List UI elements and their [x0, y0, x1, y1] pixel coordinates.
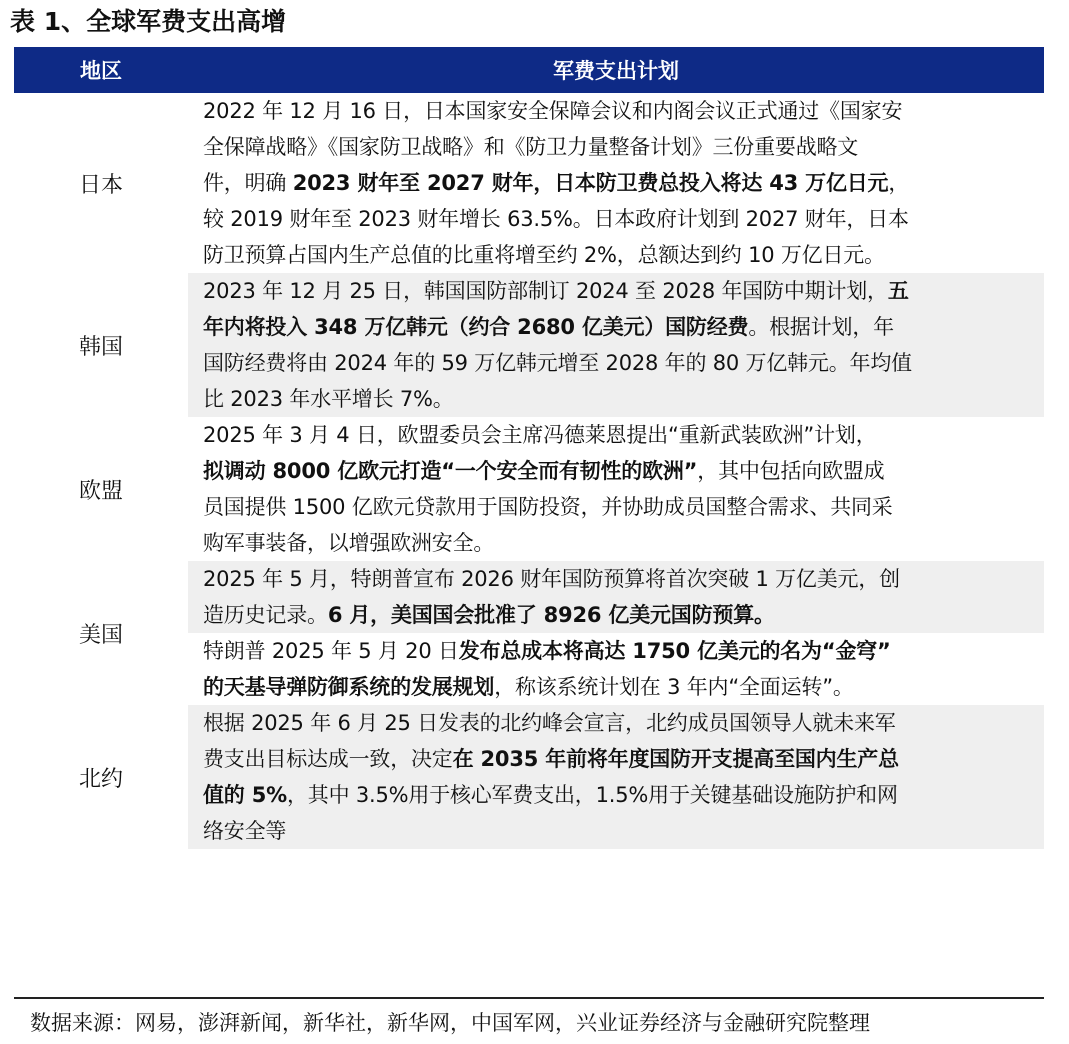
text-run: 2025 年 3 月 4 日，欧盟委员会主席冯德莱恩提出“重新武装欧洲”计划，	[203, 423, 877, 447]
plan-line	[203, 309, 1030, 345]
text-run: 费支出目标达成一致，决定	[203, 747, 453, 771]
plan-line	[203, 417, 1030, 453]
plan-line	[203, 777, 1030, 813]
plan-paragraph	[188, 705, 1044, 849]
text-run: ，称该系统计划在 3 年内“全面运转”。	[494, 675, 854, 699]
plan-line	[203, 741, 1030, 777]
table-row	[14, 417, 1044, 561]
text-run: 较 2019 财年至 2023 财年增长 63.5%。日本政府计划到 2027 财年，日本	[203, 207, 909, 231]
text-run: ，其中 3.5%用于核心军费支出，1.5%用于关键基础设施防护和网	[286, 783, 898, 807]
plan-line	[203, 669, 1030, 705]
plan-line	[203, 381, 1030, 417]
plan-cell	[188, 561, 1044, 705]
plan-cell	[188, 273, 1044, 417]
table-body	[14, 93, 1044, 849]
plan-paragraph	[188, 561, 1044, 633]
header-plan: 军费支出计划	[553, 59, 679, 83]
bold-text: 拟调动 8000 亿欧元打造“一个安全而有韧性的欧洲”	[203, 459, 698, 483]
text-run: 员国提供 1500 亿欧元贷款用于国防投资，并协助成员国整合需求、共同采	[203, 495, 893, 519]
table-header	[14, 47, 1044, 93]
bold-text: 五	[887, 279, 909, 303]
bold-text: 在 2035 年前将年度国防开支提高至国内生产总	[452, 747, 899, 771]
header-region: 地区	[80, 59, 122, 83]
plan-line	[203, 453, 1030, 489]
plan-line	[203, 345, 1030, 381]
text-run: 比 2023 年水平增长 7%。	[203, 387, 454, 411]
table-row	[14, 705, 1044, 849]
text-run: 特朗普 2025 年 5 月 20 日	[203, 639, 459, 663]
plan-paragraph	[188, 633, 1044, 705]
plan-line	[203, 273, 1030, 309]
table-row	[14, 561, 1044, 705]
plan-paragraph	[188, 417, 1044, 561]
region-cell: 日本	[78, 172, 123, 198]
plan-line	[203, 201, 1030, 237]
text-run: ，	[888, 171, 910, 195]
plan-line	[203, 237, 1030, 273]
table-row	[14, 273, 1044, 417]
region-cell: 美国	[78, 622, 123, 648]
plan-line	[203, 813, 1030, 849]
text-run: 根据 2025 年 6 月 25 日发表的北约峰会宣言，北约成员国领导人就未来军	[203, 711, 896, 735]
plan-line	[203, 165, 1030, 201]
region-cell: 欧盟	[78, 478, 123, 504]
table-row	[14, 93, 1044, 273]
bold-text: 值的 5%	[203, 783, 287, 807]
plan-line	[203, 597, 1030, 633]
bold-text: 的天基导弹防御系统的发展规划	[203, 675, 495, 699]
text-run: 造历史记录。	[203, 603, 328, 627]
plan-line	[203, 561, 1030, 597]
plan-paragraph	[188, 93, 1044, 273]
data-source-note: 数据来源：网易，澎湃新闻，新华社，新华网，中国军网，兴业证券经济与金融研究院整理	[30, 1011, 870, 1035]
region-cell: 韩国	[78, 334, 123, 360]
text-run: ，其中包括向欧盟成	[697, 459, 885, 483]
table-bottom-rule	[14, 997, 1044, 999]
table-title: 表 1、全球军费支出高增	[10, 7, 287, 36]
bold-text: 6 月，美国国会批准了 8926 亿美元国防预算。	[327, 603, 775, 627]
plan-paragraph	[188, 273, 1044, 417]
text-run: 件，明确	[203, 171, 293, 195]
text-run: 防卫预算占国内生产总值的比重将增至约 2%，总额达到约 10 万亿日元。	[203, 243, 885, 267]
plan-line	[203, 525, 1030, 561]
text-run: 国防经费将由 2024 年的 59 万亿韩元增至 2028 年的 80 万亿韩元。年均值	[203, 351, 912, 375]
plan-line	[203, 489, 1030, 525]
region-cell: 北约	[78, 766, 123, 792]
text-run: 络安全等	[203, 819, 287, 843]
text-run: 2025 年 5 月，特朗普宣布 2026 财年国防预算将首次突破 1 万亿美元，创	[203, 567, 900, 591]
text-run: 购军事装备，以增强欧洲安全。	[203, 531, 495, 555]
bold-text: 2023 财年至 2027 财年，日本防卫费总投入将达 43 万亿日元	[292, 171, 889, 195]
text-run: 。根据计划，年	[748, 315, 894, 339]
plan-line	[203, 633, 1030, 669]
plan-line	[203, 93, 1030, 129]
military-spending-table	[14, 47, 1044, 849]
plan-line	[203, 705, 1030, 741]
plan-cell	[188, 417, 1044, 561]
text-run: 2022 年 12 月 16 日，日本国家安全保障会议和内阁会议正式通过《国家安	[203, 99, 903, 123]
plan-cell	[188, 705, 1044, 849]
bold-text: 年内将投入 348 万亿韩元（约合 2680 亿美元）国防经费	[203, 315, 749, 339]
bold-text: 发布总成本将高达 1750 亿美元的名为“金穹”	[458, 639, 891, 663]
text-run: 2023 年 12 月 25 日，韩国国防部制订 2024 至 2028 年国防中期计划，	[203, 279, 888, 303]
plan-line	[203, 129, 1030, 165]
plan-cell	[188, 93, 1044, 273]
text-run: 全保障战略》《国家防卫战略》和《防卫力量整备计划》三份重要战略文	[203, 135, 859, 159]
